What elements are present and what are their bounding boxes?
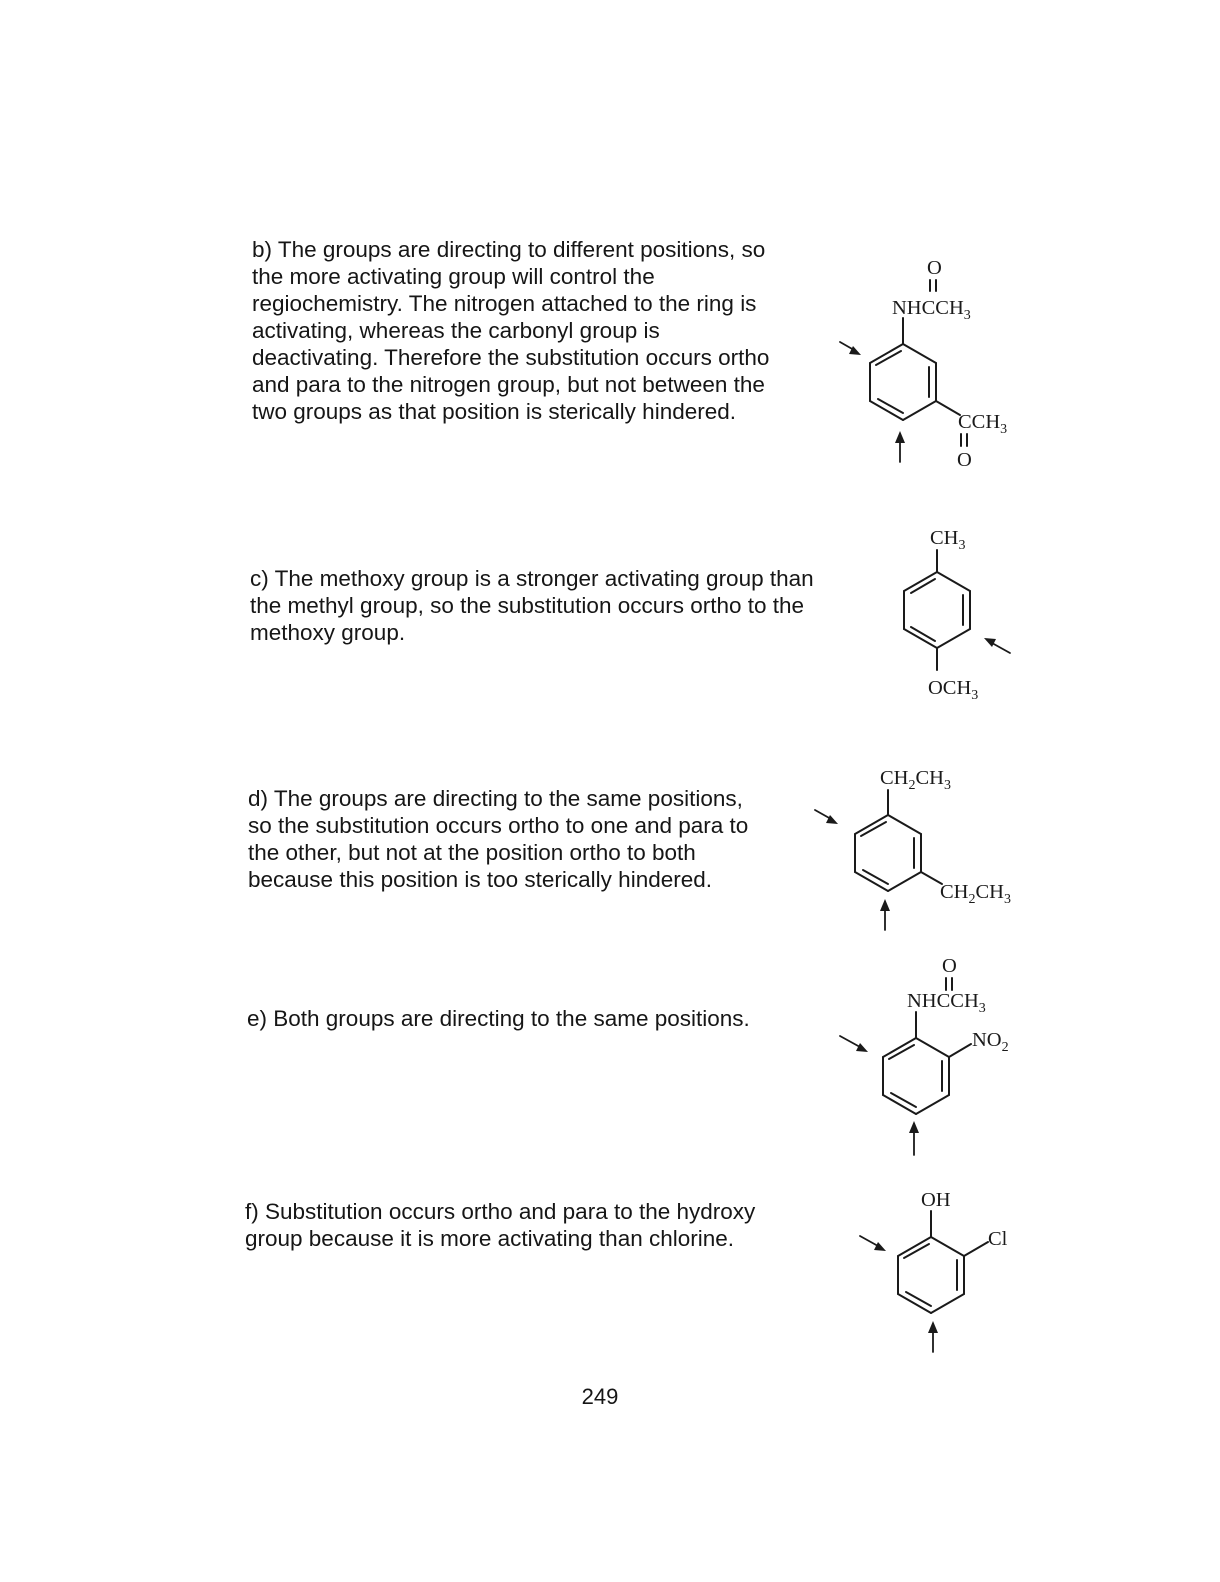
arrow-icon (815, 810, 838, 824)
methyl-label: $CH_3$ (930, 527, 966, 553)
ring-substituent-bond (936, 401, 960, 415)
paragraph-f: f) Substitution occurs ortho and para to the hydroxy group because it is more activating than chlorine. (245, 1199, 756, 1251)
acetamido-label: $NHCCH_3$ (907, 990, 986, 1016)
hydroxy-label: OH (921, 1189, 951, 1211)
chloro-label: Cl (988, 1228, 1008, 1250)
structure-c (880, 520, 1040, 710)
paragraph-b: b) The groups are directing to different positions, so the more activating group will control the regiochemistry. The nitrogen attached to the ring is activating, whereas the carbonyl group is deactivating. Therefore the substitution occurs ortho and para to the nitrogen group, but not between the two groups as that position is sterically hindered. (252, 237, 770, 424)
structure-f (850, 1180, 1030, 1360)
ring-substituent-bond (921, 872, 942, 884)
arrow-icon (895, 431, 905, 462)
arrow-icon (909, 1121, 919, 1155)
arrow-icon (860, 1236, 886, 1251)
benzene-ring (898, 1237, 964, 1313)
arrow-icon (928, 1321, 938, 1352)
paragraph-e: e) Both groups are directing to the same positions. (247, 1006, 750, 1031)
arrow-icon (840, 1036, 868, 1052)
ethyl-label: $CH_2CH_3$ (940, 881, 1011, 907)
page-number: 249 (581, 1384, 619, 1409)
ring-substituent-bond (949, 1044, 971, 1057)
structure-d (800, 760, 1040, 940)
ring-substituent-bond (964, 1242, 988, 1256)
paragraph-c: c) The methoxy group is a stronger activating group than the methyl group, so the substitution occurs ortho to the methoxy group. (250, 566, 814, 645)
structure-e (830, 950, 1040, 1160)
carbonyl-oxygen-label: O (942, 955, 957, 977)
arrow-icon (880, 899, 890, 930)
benzene-ring (855, 815, 921, 891)
acetamido-label: $NHCCH_3$ (892, 297, 971, 323)
nitro-label: $NO_2$ (972, 1029, 1009, 1055)
paragraph-d: d) The groups are directing to the same positions, so the substitution occurs ortho to one and para to the other, but not at the position ortho to both because this position is too sterically hindered. (248, 786, 749, 892)
acetyl-label: $CCH_3$ (958, 411, 1008, 437)
carbonyl-oxygen-label: O (927, 257, 942, 279)
methoxy-label: $OCH_3$ (928, 677, 979, 703)
benzene-ring (883, 1038, 949, 1114)
arrow-icon (984, 638, 1010, 653)
benzene-ring (870, 344, 936, 420)
benzene-ring (904, 572, 970, 648)
carbonyl-oxygen-label: O (957, 449, 972, 471)
structure-b (830, 250, 1030, 480)
arrow-icon (840, 342, 861, 355)
ethyl-label: $CH_2CH_3$ (880, 767, 951, 793)
